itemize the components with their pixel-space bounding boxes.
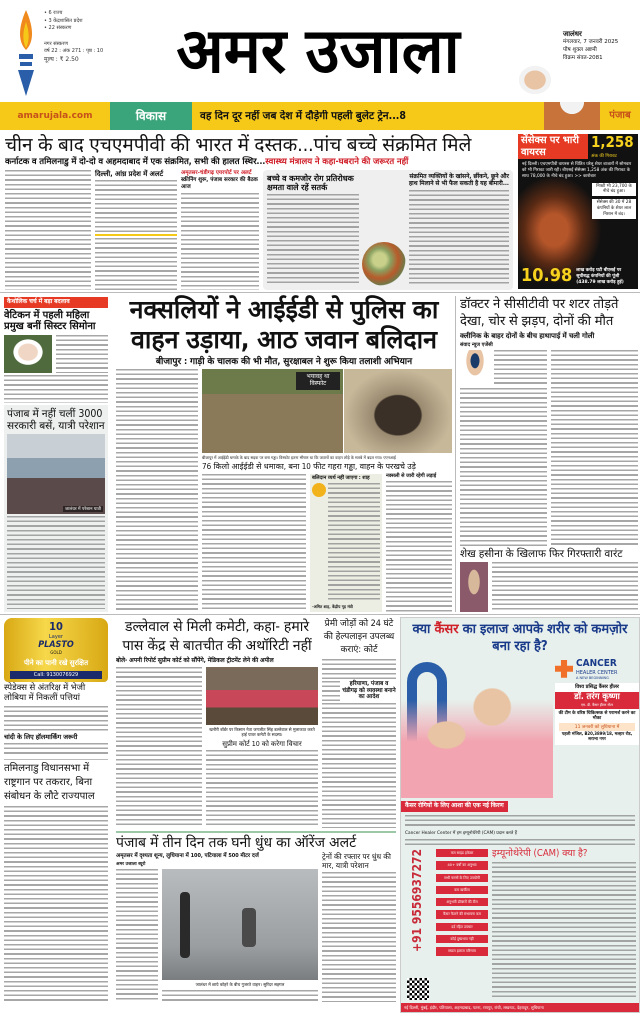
headline-strip <box>0 102 640 130</box>
blast-photo-caption: बीजापुर में आईईडी धमाके के बाद सड़क पर बना गड्ढा। विस्फोट इतना भीषण था कि जवानों का वाहन लोहे के मलबे में बदल गया। एएनआई <box>202 455 396 461</box>
divider <box>455 296 456 612</box>
feature-badge: 40+ वर्षों का अनुभव <box>436 861 488 869</box>
spadex-headline[interactable]: स्पेडेक्स से अंतरिक्ष में भेजी लोबिया में निकलीं पत्तियां <box>4 683 86 703</box>
col3-heading <box>181 170 259 191</box>
article-body-text <box>322 703 396 828</box>
vatican-headline[interactable]: वेटिकन में पहली महिला प्रमुख बनीं सिस्टर सिमोना <box>4 309 96 333</box>
consult-text: की टीम के वरिष्ठ चिकित्सक से परामर्श करने का मौका <box>558 711 636 722</box>
ad-tagline: A NEW BEGINNING <box>576 675 609 680</box>
farmers-photo-caption: खनौरी बॉर्डर पर किसान नेता जगजीत सिंह डल्लेवाल से मुलाकात करते हाई पावर कमेटी के सदस्य। <box>209 726 315 738</box>
sensex-points-label: अंक की गिरावट <box>591 154 617 160</box>
naxal-side-heading: नक्सली से जारी रहेगी लड़ाई <box>386 472 437 479</box>
fog-byline: अमर उजाला ब्यूरो <box>116 862 146 868</box>
article-body-text <box>4 806 108 1002</box>
article-body-text <box>4 375 108 403</box>
buses-headline[interactable]: पंजाब में नहीं चलीं 3000 सरकारी बसें, यात्री परेशान <box>7 407 105 432</box>
article-body-text <box>181 193 259 290</box>
box1-heading: बच्चे व कमजोर रोग प्रतिरोधक क्षमता वाले रहें सतर्क <box>267 173 354 192</box>
ad-band: कैंसर रोगियों के लिए आशा की एक नई किरण <box>401 801 508 812</box>
tank-grade: GOLD <box>50 649 62 655</box>
couples-headline[interactable]: प्रेमी जोड़ों को 24 घंटे की हेल्पलाइन उपलब्ध कराएं: कोर्ट <box>323 619 395 655</box>
ad-footer: नई दिल्ली, मुंबई, इंदौर, पटियाला, अहमदाबाद, पटना, रायपुर, रांची, लखनऊ, देहरादून, लुधियाना <box>401 1003 639 1012</box>
article-body-text <box>4 706 108 732</box>
article-body-text <box>56 335 108 373</box>
article-body-text <box>5 170 91 290</box>
main-subheadline: बीजापुर : गाड़ी के चालक की भी मौत, सुरक्षाबल ने शुरू किया तलाशी अभियान <box>155 357 413 367</box>
feature-badge: सभी चरणों के लिए उपयोगी <box>436 874 488 882</box>
article-body-text <box>116 667 202 828</box>
feature-badge: सफल इलाज परिणाम <box>436 947 488 955</box>
trains-headline[interactable]: ट्रेनों की रफ्तार पर धुंध की मार, यात्री परेशान <box>322 852 391 870</box>
pm-photo <box>510 62 560 102</box>
article-body-text <box>116 369 198 612</box>
wreckage-photo <box>344 369 452 453</box>
feature-badge: दर्द रहित उपचार <box>436 923 488 931</box>
fog-photo-caption: जालंधर में छाये कोहरे के बीच गुजरते वाहन। सुरिंदर सहगल <box>195 982 285 987</box>
farmers-story <box>116 618 318 828</box>
article-body-text <box>7 516 105 609</box>
tank-layer-label: Layer <box>49 633 63 640</box>
market-loss-value: 10.98 <box>521 265 573 287</box>
tithi: पौष शुक्ल अष्टमी <box>563 47 597 53</box>
article-body-text <box>494 350 547 386</box>
feature-badge: कोई दुष्प्रभाव नहीं <box>436 935 488 943</box>
nifty-note: निफ्टी भी 23,700 के नीचे बंद हुआ। <box>592 183 636 197</box>
blast-photo-label: भयावह था विस्फोट <box>296 372 340 390</box>
fog-subheadline: अमृतसर में दृश्यता शून्य, लुधियाना में 100, पटियाला में 500 मीटर दर्ज <box>116 853 259 860</box>
fog-story <box>116 831 396 1002</box>
farmers-meeting-photo <box>206 667 318 725</box>
shah-quote-box <box>310 474 382 612</box>
right-column <box>460 296 638 612</box>
col2-heading: दिल्ली, आंध्र प्रदेश में अलर्ट <box>95 169 164 178</box>
sister-simona-photo <box>4 335 52 373</box>
strip-headline[interactable]: वह दिन दूर नहीं जब देश में दौड़ेगी पहली बुलेट ट्रेन...8 <box>200 109 406 122</box>
sensex-title: सेंसेक्स पर भारी वायरस <box>518 134 588 159</box>
edition: नगर संस्करण <box>44 40 69 47</box>
secondary-headline[interactable]: 76 किलो आईईडी से धमाका, बना 10 फीट गहरा गड्ढा, वाहन के परखचे उड़े <box>202 462 416 472</box>
article-body-text <box>116 869 158 1002</box>
article-body-text <box>4 743 108 757</box>
article-body-text <box>322 659 396 679</box>
ad-body-text <box>405 839 635 846</box>
healer-label: विश्व प्रसिद्ध कैंसर हीलर <box>575 683 619 690</box>
silver-headline[interactable]: चांदी के लिए हॉलमार्किंग जरूरी <box>4 732 78 741</box>
sub-red: स्वास्थ्य मंत्रालय ने कहा-घबराने की जरूरत नहीं <box>265 157 409 167</box>
ad-body-text <box>405 815 635 827</box>
feature-badge: अनुभवी डॉक्टरों की टीम <box>436 898 488 906</box>
lead-story <box>5 134 513 290</box>
article-body-text <box>95 180 177 232</box>
hasina-photo <box>460 562 488 612</box>
scooter-figure <box>242 908 256 947</box>
feature-badge: कैंसर फैलने की संभावना कम <box>436 910 488 918</box>
dateline <box>563 30 639 62</box>
date: मंगलवार, 7 जनवरी 2025 <box>563 39 619 45</box>
ut-count: • 3 केंद्रशासित प्रदेश <box>44 17 83 24</box>
sensex-box <box>518 134 638 289</box>
hasina-headline[interactable]: शेख हसीना के खिलाफ फिर गिरफ्तारी वारंट <box>460 547 623 560</box>
article-body-text <box>551 350 638 546</box>
article-body-text <box>202 474 306 612</box>
article-body-text <box>322 681 340 701</box>
section-label: विकास <box>110 102 192 130</box>
city: जालंधर <box>563 30 582 38</box>
qr-code-icon <box>407 978 429 1000</box>
camp-date: 11 जनवरी को लुधियाना में <box>559 723 635 731</box>
sensex-text: नई दिल्ली। एचएमपीवी वायरस से चिंतित घरेलू शेयर बाजारों में सोमवार को भी गिरावट जारी रही। बीएसई सेंसेक्स 1,258 अंक की गिरावट के साथ 78,000 के नीचे बंद हुआ। >> कारोबार <box>522 162 632 179</box>
article-body-text <box>267 194 359 286</box>
box2-heading: संक्रमित व्यक्तियों के खांसने, छींकने, छूने और हाथ मिलाने से भी फैल सकती है यह बीमारी... <box>409 172 509 187</box>
ad-headline <box>401 618 639 655</box>
doctor-card <box>555 683 639 746</box>
pedestrian-figure <box>180 892 190 958</box>
price: मूल्य : ₹ 2.50 <box>44 55 79 63</box>
article-body-text <box>206 750 318 828</box>
left-column-lower <box>4 618 108 1002</box>
doctor-headline[interactable]: डॉक्टर ने सीसीटीवी पर शटर तोड़ते देखा, चोर से झड़प, दोनों की मौत <box>460 297 619 329</box>
sensex-points: 1,258 <box>591 134 634 151</box>
divider <box>116 831 396 833</box>
divider <box>0 614 640 615</box>
bear-image <box>518 183 638 264</box>
farmers-headline[interactable]: डल्लेवाल से मिली कमेटी, कहा- हमारे पास केंद्र से बातचीत की अथॉरिटी नहीं <box>122 619 312 654</box>
main-headline[interactable]: नक्सलियों ने आईईडी से पुलिस का वाहन उड़ाया, आठ जवान बलिदान <box>129 295 439 354</box>
supreme-court-heading: सुप्रीम कोर्ट 10 को करेगा विचार <box>222 739 302 748</box>
masthead-info <box>44 10 124 63</box>
camp-address: पहली मंजिल, B20,3899/18, मल्हार रोड, सराभा नगर <box>561 732 633 743</box>
cancer-healer-logo-icon <box>555 660 573 678</box>
tank-layers: 10 <box>49 620 63 633</box>
torch-logo-icon <box>14 8 38 98</box>
article-body-text <box>95 238 177 290</box>
article-body-text <box>328 483 380 602</box>
article-body-text <box>492 562 638 612</box>
feature-badge: कम साइड इफेक्ट <box>436 849 488 857</box>
stocks-note: सेंसेक्स की 30 में 28 कंपनियों के शेयर लाल निशान में बंद। <box>592 199 636 218</box>
article-body-text <box>409 190 509 286</box>
article-body-text <box>322 872 396 1002</box>
couple-photo <box>401 658 553 798</box>
ad-brand-2: HEALER CENTER <box>576 669 618 676</box>
buses-photo-caption: जालंधर में परेशान यात्री <box>65 507 101 513</box>
ad-brand: CANCER <box>576 658 617 669</box>
cam-heading: इम्यूनोथेरेपी (CAM) क्या है? <box>492 847 588 859</box>
divider <box>95 234 177 236</box>
col3-heading-red: अमृतसर-चंडीगढ़ एयरपोर्ट पर अलर्ट <box>181 169 252 176</box>
buses-photo <box>7 434 105 514</box>
ad-q1: क्या <box>412 622 435 637</box>
blast-site-photo <box>202 369 343 453</box>
symptoms-box <box>263 170 513 290</box>
state-label: पंजाब <box>609 110 631 122</box>
lead-headline[interactable]: चीन के बाद एचएमपीवी की भारत में दस्तक...पांच बच्चे संक्रमित मिले <box>5 134 472 156</box>
water-tank-ad <box>4 618 108 682</box>
tank-slogan: पीने का पानी रखे सुरक्षित <box>23 658 89 667</box>
volume: वर्ष 22 : अंक 271 : पृष्ठ : 10 <box>44 48 104 54</box>
tank-phone: Call: 9130076929 <box>10 671 102 679</box>
ad-features <box>436 849 488 1000</box>
fog-photo <box>162 869 318 980</box>
catholic-tag: कैथोलिक चर्च में बड़ा बदलाव <box>4 297 108 308</box>
ad-phone: +91 9556937272 <box>410 848 425 952</box>
tank-brand: PLASTO <box>38 639 74 650</box>
doctor-subheadline: क्लीनिक के बाहर दोनों के बीच हाथापाई में चली गोली <box>460 332 595 340</box>
doctor-photo <box>460 350 490 386</box>
virus-image <box>362 242 406 286</box>
article-body-text <box>162 990 318 1002</box>
article-body-text <box>460 388 547 546</box>
states-count: • 6 राज्य <box>44 10 63 16</box>
article-body-text <box>386 481 452 612</box>
ad-q-red: कैंसर <box>434 622 459 637</box>
shah-logo-icon <box>312 483 326 497</box>
farmers-subheadline: बोले- अपनी रिपोर्ट सुप्रीम कोर्ट को सौंपेंगे, मेडिकल ट्रीटमेंट लेने की अपील <box>116 657 274 664</box>
couples-inset: हरियाणा, पंजाब व चंडीगढ़ को व्यवस्था बनाने का आदेश <box>342 681 396 701</box>
editions-count: • 22 संस्करण <box>44 25 72 31</box>
site-link[interactable]: amarujala.com <box>17 111 93 121</box>
couples-story <box>322 618 396 828</box>
left-column <box>4 297 108 612</box>
shah-quote-attribution: -अमित शाह, केंद्रीय गृह मंत्री <box>312 604 353 609</box>
divider <box>0 292 640 293</box>
doctor-title: एम. डी. कैंसर हीलर सेंटर <box>580 703 614 708</box>
fog-headline[interactable]: पंजाब में तीन दिन तक घनी धुंध का ऑरेंज अलर्ट <box>116 835 357 851</box>
doctor-name: डॉ. तरंग कृष्णा <box>574 692 620 703</box>
main-story <box>116 295 452 612</box>
feature-badge: कम खर्चीला <box>436 886 488 894</box>
newspaper-title: अमर उजाला <box>176 14 460 87</box>
ad-body-text <box>492 862 636 1000</box>
samvat: विक्रम संवत-2081 <box>563 55 603 61</box>
pm-photo-shoulders <box>544 102 600 130</box>
byline: संवाद न्यूज एजेंसी <box>460 342 493 349</box>
sub-black: कर्नाटक व तमिलनाडु में दो-दो व अहमदाबाद में एक संक्रमित, सभी की हालत स्थिर... <box>5 157 266 167</box>
center-line: Cancer Healer Center में हम इम्यूनोथेरेपी (CAM) प्रदान करते हैं <box>405 830 517 836</box>
buses-box <box>4 405 108 612</box>
tamilnadu-headline[interactable]: तमिलनाडु विधानसभा में राष्ट्रगान पर तकरार, बिना संबोधन के लौटे राज्यपाल <box>4 763 95 803</box>
shah-quote-heading: बलिदान व्यर्थ नहीं जाएगा : शाह <box>312 474 370 481</box>
lead-subheadline <box>5 158 513 168</box>
cancer-healer-ad <box>400 617 640 1013</box>
divider <box>4 759 108 760</box>
market-loss-text: लाख करोड़ घटी बीएसई पर सूचीबद्ध कंपनियों की पूंजी (438.79 लाख करोड़ हुई) <box>576 267 624 285</box>
ad-q2: का इलाज आपके शरीर को कमज़ोर बना रहा है? <box>458 622 628 654</box>
col3-heading-text: स्क्रीनिंग शुरू, पंजाब सरकार की बैठक आज <box>181 176 258 190</box>
